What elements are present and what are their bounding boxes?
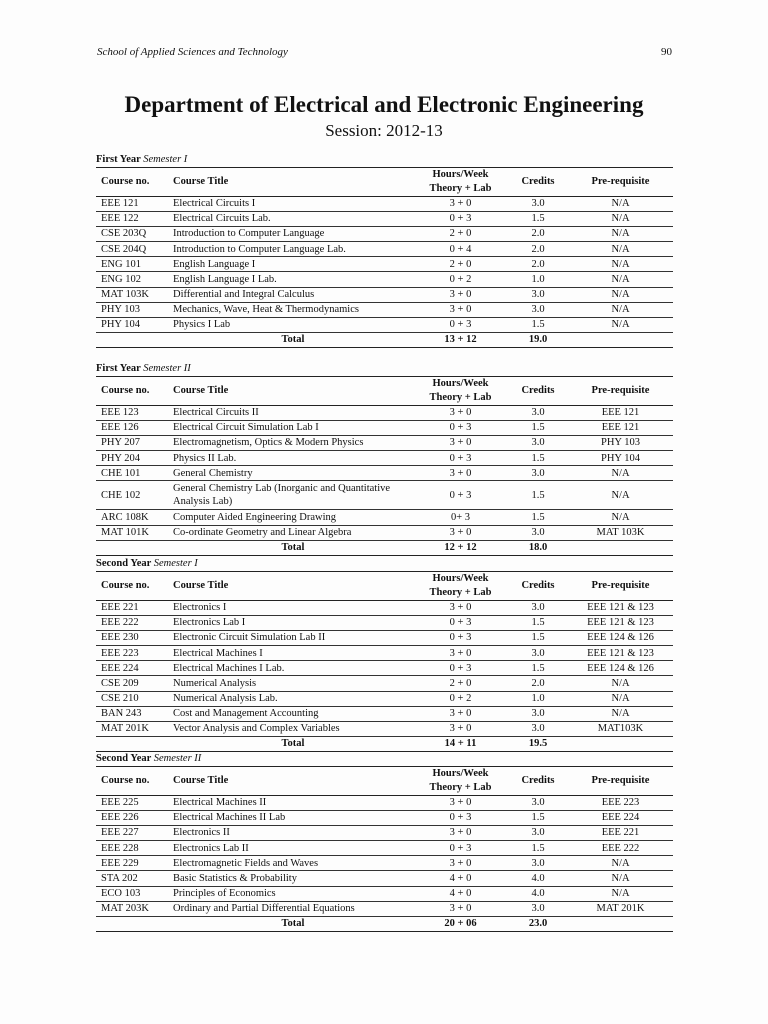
table-row [96,616,673,631]
table-row [96,811,673,826]
course-credits: 1.5 [508,661,568,676]
course-number: STA 202 [96,871,173,886]
semester-name: Semester I [143,154,188,165]
semester-label [96,752,673,766]
course-hours: 0 + 3 [413,481,508,510]
header-hours [413,377,508,406]
course-number: CSE 209 [96,676,173,691]
header-hours-line1: Hours/Week [432,169,489,180]
course-credits: 3.0 [508,436,568,451]
course-title: Electronics II [173,826,413,841]
course-prerequisite: EEE 124 & 126 [568,631,673,646]
course-prerequisite: EEE 121 & 123 [568,601,673,616]
table-row [96,856,673,871]
table-row [96,302,673,317]
course-credits: 3.0 [508,406,568,421]
course-title: General Chemistry Lab (Inorganic and Quantitative Analysis Lab) [173,481,413,510]
course-title: Electrical Machines I Lab. [173,661,413,676]
course-number: CHE 101 [96,466,173,481]
semester-block [96,752,673,932]
course-hours: 3 + 0 [413,901,508,916]
course-prerequisite: EEE 224 [568,811,673,826]
course-prerequisite: N/A [568,466,673,481]
table-row [96,826,673,841]
course-prerequisite: EEE 121 [568,406,673,421]
course-hours: 0 + 3 [413,212,508,227]
course-title: Electrical Circuits Lab. [173,212,413,227]
course-hours: 0 + 3 [413,841,508,856]
course-number: MAT 201K [96,721,173,736]
course-credits: 3.0 [508,302,568,317]
header-credits: Credits [508,767,568,796]
semester-name: Semester I [153,558,198,569]
course-number: EEE 229 [96,856,173,871]
department-title: Department of Electrical and Electronic Engineering [124,92,644,117]
course-title: Electronics I [173,601,413,616]
course-title: General Chemistry [173,466,413,481]
course-prerequisite: N/A [568,691,673,706]
total-spacer [96,540,173,555]
course-title: Cost and Management Accounting [173,706,413,721]
course-credits: 3.0 [508,466,568,481]
course-table [96,167,673,348]
semester-name: Semester II [153,753,202,764]
course-prerequisite: N/A [568,871,673,886]
course-prerequisite: MAT103K [568,721,673,736]
table-row [96,901,673,916]
course-prerequisite: PHY 103 [568,436,673,451]
course-number: MAT 101K [96,525,173,540]
table-row [96,481,673,510]
course-number: PHY 204 [96,451,173,466]
header-prerequisite: Pre-requisite [568,767,673,796]
course-number: PHY 207 [96,436,173,451]
course-hours: 0 + 2 [413,272,508,287]
course-hours: 3 + 0 [413,856,508,871]
table-row [96,871,673,886]
total-credits: 19.5 [508,736,568,751]
total-hours: 20 + 06 [413,916,508,931]
course-title: Electrical Machines II [173,796,413,811]
course-prerequisite: MAT 103K [568,525,673,540]
course-credits: 3.0 [508,901,568,916]
course-title: Introduction to Computer Language Lab. [173,242,413,257]
course-title: Electrical Circuit Simulation Lab I [173,421,413,436]
course-number: EEE 228 [96,841,173,856]
course-hours: 0 + 3 [413,811,508,826]
header-prerequisite: Pre-requisite [568,168,673,197]
course-number: EEE 123 [96,406,173,421]
course-prerequisite: N/A [568,676,673,691]
course-title: Co-ordinate Geometry and Linear Algebra [173,525,413,540]
course-hours: 3 + 0 [413,796,508,811]
course-prerequisite: N/A [568,272,673,287]
course-prerequisite: N/A [568,481,673,510]
table-row [96,466,673,481]
course-credits: 3.0 [508,706,568,721]
table-row [96,451,673,466]
header-course-no: Course no. [96,767,173,796]
total-spacer [96,916,173,931]
total-spacer [96,736,173,751]
course-hours: 0 + 3 [413,421,508,436]
course-title: Electromagnetism, Optics & Modern Physics [173,436,413,451]
course-title: Ordinary and Partial Differential Equations [173,901,413,916]
course-credits: 3.0 [508,525,568,540]
semester-label [96,362,673,376]
course-credits: 1.5 [508,481,568,510]
total-row [96,332,673,347]
table-header-row [96,572,673,601]
course-hours: 3 + 0 [413,287,508,302]
running-header [97,46,672,58]
course-credits: 1.0 [508,272,568,287]
course-prerequisite: EEE 223 [568,796,673,811]
course-number: MAT 103K [96,287,173,302]
course-title: Principles of Economics [173,886,413,901]
school-name: School of Applied Sciences and Technology [97,46,288,58]
total-credits: 19.0 [508,332,568,347]
course-prerequisite: EEE 222 [568,841,673,856]
course-title: Electromagnetic Fields and Waves [173,856,413,871]
course-prerequisite: N/A [568,287,673,302]
course-title: Electronic Circuit Simulation Lab II [173,631,413,646]
header-credits: Credits [508,572,568,601]
course-credits: 1.5 [508,811,568,826]
course-number: ENG 102 [96,272,173,287]
course-credits: 3.0 [508,796,568,811]
course-hours: 4 + 0 [413,871,508,886]
course-table [96,376,673,556]
table-row [96,197,673,212]
course-hours: 2 + 0 [413,227,508,242]
course-title: Physics I Lab [173,317,413,332]
total-hours: 14 + 11 [413,736,508,751]
table-header-row [96,767,673,796]
course-prerequisite: EEE 124 & 126 [568,661,673,676]
course-hours: 3 + 0 [413,525,508,540]
header-hours [413,767,508,796]
course-credits: 1.5 [508,451,568,466]
table-row [96,721,673,736]
header-hours [413,572,508,601]
session-label: Session: 2012-13 [325,121,443,140]
total-row [96,736,673,751]
course-prerequisite: N/A [568,212,673,227]
header-course-title: Course Title [173,168,413,197]
year-label: First Year [96,363,141,374]
course-credits: 1.5 [508,631,568,646]
course-prerequisite: EEE 121 & 123 [568,616,673,631]
course-hours: 0 + 2 [413,691,508,706]
table-row [96,601,673,616]
table-row [96,421,673,436]
course-table [96,571,673,752]
course-prerequisite: N/A [568,706,673,721]
header-hours-line2: Theory + Lab [429,392,492,403]
course-prerequisite: PHY 104 [568,451,673,466]
course-hours: 0+ 3 [413,510,508,525]
table-row [96,706,673,721]
header-course-title: Course Title [173,377,413,406]
course-title: Electrical Machines II Lab [173,811,413,826]
course-credits: 1.5 [508,510,568,525]
course-number: CSE 210 [96,691,173,706]
header-prerequisite: Pre-requisite [568,377,673,406]
course-prerequisite: N/A [568,317,673,332]
course-credits: 3.0 [508,197,568,212]
total-spacer [96,332,173,347]
course-title: Numerical Analysis [173,676,413,691]
course-hours: 0 + 3 [413,661,508,676]
total-hours: 13 + 12 [413,332,508,347]
table-row [96,886,673,901]
course-number: EEE 226 [96,811,173,826]
course-credits: 1.5 [508,616,568,631]
course-hours: 0 + 3 [413,451,508,466]
table-row [96,212,673,227]
course-number: EEE 222 [96,616,173,631]
header-hours-line1: Hours/Week [432,573,489,584]
course-hours: 3 + 0 [413,646,508,661]
page-number: 90 [661,46,672,58]
course-title: Electronics Lab II [173,841,413,856]
course-prerequisite: EEE 121 & 123 [568,646,673,661]
table-header-row [96,168,673,197]
course-number: EEE 224 [96,661,173,676]
course-hours: 3 + 0 [413,826,508,841]
header-prerequisite: Pre-requisite [568,572,673,601]
course-hours: 3 + 0 [413,601,508,616]
course-title: Electronics Lab I [173,616,413,631]
total-label: Total [173,736,413,751]
course-prerequisite: EEE 221 [568,826,673,841]
course-credits: 3.0 [508,856,568,871]
course-hours: 3 + 0 [413,721,508,736]
course-title: English Language I [173,257,413,272]
course-number: CSE 203Q [96,227,173,242]
header-hours-line1: Hours/Week [432,768,489,779]
table-row [96,272,673,287]
semester-label [96,153,673,167]
header-hours-line2: Theory + Lab [429,782,492,793]
table-row [96,841,673,856]
course-credits: 4.0 [508,886,568,901]
header-hours-line1: Hours/Week [432,378,489,389]
course-hours: 3 + 0 [413,466,508,481]
table-row [96,242,673,257]
course-credits: 1.0 [508,691,568,706]
table-row [96,406,673,421]
header-course-no: Course no. [96,572,173,601]
course-title: Electrical Circuits II [173,406,413,421]
course-number: MAT 203K [96,901,173,916]
course-credits: 2.0 [508,257,568,272]
total-label: Total [173,916,413,931]
course-number: EEE 225 [96,796,173,811]
course-number: EEE 221 [96,601,173,616]
course-hours: 3 + 0 [413,302,508,317]
semester-label [96,557,673,571]
course-credits: 2.0 [508,242,568,257]
course-credits: 1.5 [508,421,568,436]
table-row [96,646,673,661]
course-credits: 3.0 [508,646,568,661]
course-title: Physics II Lab. [173,451,413,466]
course-hours: 0 + 4 [413,242,508,257]
course-prerequisite: N/A [568,886,673,901]
total-row [96,540,673,555]
course-credits: 2.0 [508,676,568,691]
total-hours: 12 + 12 [413,540,508,555]
semester-block [96,557,673,752]
course-title: Differential and Integral Calculus [173,287,413,302]
course-hours: 3 + 0 [413,706,508,721]
year-label: First Year [96,154,141,165]
table-row [96,317,673,332]
course-number: ECO 103 [96,886,173,901]
course-title: Vector Analysis and Complex Variables [173,721,413,736]
header-course-title: Course Title [173,767,413,796]
total-prereq-spacer [568,736,673,751]
total-row [96,916,673,931]
course-hours: 3 + 0 [413,197,508,212]
header-credits: Credits [508,377,568,406]
table-row [96,436,673,451]
semester-name: Semester II [143,363,191,374]
course-prerequisite: EEE 121 [568,421,673,436]
course-title: Electrical Circuits I [173,197,413,212]
course-number: CSE 204Q [96,242,173,257]
header-course-title: Course Title [173,572,413,601]
table-row [96,257,673,272]
course-credits: 1.5 [508,317,568,332]
table-row [96,691,673,706]
semester-block [96,153,673,348]
course-number: ENG 101 [96,257,173,272]
course-credits: 3.0 [508,721,568,736]
table-row [96,631,673,646]
total-prereq-spacer [568,540,673,555]
course-prerequisite: N/A [568,242,673,257]
course-prerequisite: N/A [568,197,673,212]
header-hours-line2: Theory + Lab [429,183,492,194]
course-number: ARC 108K [96,510,173,525]
course-credits: 2.0 [508,227,568,242]
course-prerequisite: N/A [568,302,673,317]
course-title: Computer Aided Engineering Drawing [173,510,413,525]
table-row [96,676,673,691]
course-credits: 4.0 [508,871,568,886]
course-title: Introduction to Computer Language [173,227,413,242]
course-title: Mechanics, Wave, Heat & Thermodynamics [173,302,413,317]
header-hours [413,168,508,197]
course-credits: 1.5 [508,212,568,227]
course-title: English Language I Lab. [173,272,413,287]
semester-block [96,362,673,556]
course-title: Numerical Analysis Lab. [173,691,413,706]
course-credits: 3.0 [508,601,568,616]
course-title: Electrical Machines I [173,646,413,661]
table-row [96,661,673,676]
course-credits: 1.5 [508,841,568,856]
course-hours: 3 + 0 [413,436,508,451]
course-credits: 3.0 [508,287,568,302]
course-prerequisite: N/A [568,510,673,525]
table-row [96,525,673,540]
total-prereq-spacer [568,332,673,347]
total-label: Total [173,332,413,347]
table-row [96,796,673,811]
course-number: EEE 230 [96,631,173,646]
total-credits: 23.0 [508,916,568,931]
table-row [96,227,673,242]
total-credits: 18.0 [508,540,568,555]
course-number: PHY 104 [96,317,173,332]
course-number: CHE 102 [96,481,173,510]
course-number: EEE 223 [96,646,173,661]
course-number: PHY 103 [96,302,173,317]
table-header-row [96,377,673,406]
total-label: Total [173,540,413,555]
course-credits: 3.0 [508,826,568,841]
year-label: Second Year [96,753,152,764]
course-prerequisite: N/A [568,856,673,871]
course-number: EEE 126 [96,421,173,436]
course-number: EEE 227 [96,826,173,841]
table-row [96,287,673,302]
course-title: Basic Statistics & Probability [173,871,413,886]
header-course-no: Course no. [96,168,173,197]
total-prereq-spacer [568,916,673,931]
header-credits: Credits [508,168,568,197]
table-row [96,510,673,525]
course-number: EEE 121 [96,197,173,212]
course-hours: 0 + 3 [413,631,508,646]
year-label: Second Year [96,558,152,569]
course-number: BAN 243 [96,706,173,721]
header-hours-line2: Theory + Lab [429,587,492,598]
course-number: EEE 122 [96,212,173,227]
course-prerequisite: N/A [568,257,673,272]
course-prerequisite: MAT 201K [568,901,673,916]
course-hours: 2 + 0 [413,257,508,272]
header-course-no: Course no. [96,377,173,406]
course-hours: 3 + 0 [413,406,508,421]
course-hours: 2 + 0 [413,676,508,691]
course-hours: 0 + 3 [413,317,508,332]
course-table [96,766,673,932]
course-prerequisite: N/A [568,227,673,242]
course-hours: 4 + 0 [413,886,508,901]
course-hours: 0 + 3 [413,616,508,631]
